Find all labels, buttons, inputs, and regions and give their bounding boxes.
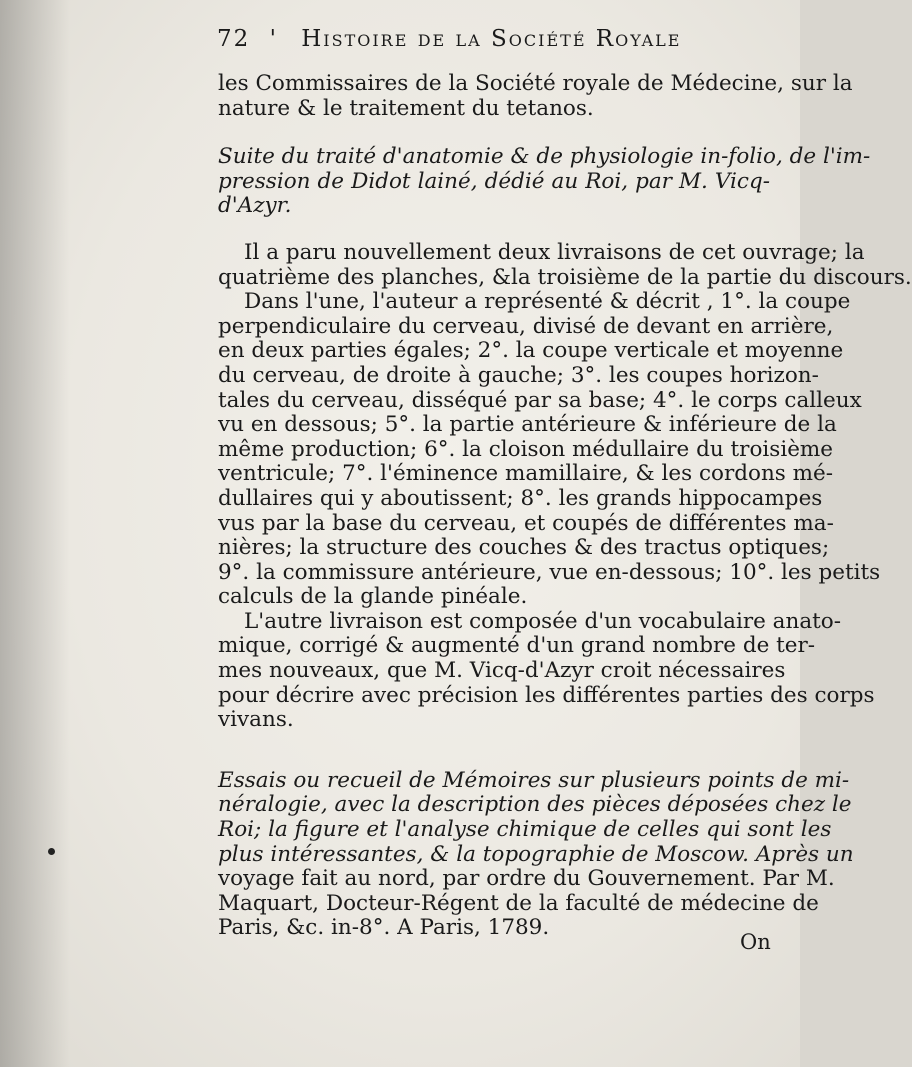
text-line: voyage fait au nord, par ordre du Gouvernement. Par M. <box>218 866 835 892</box>
text-line: Maquart, Docteur-Régent de la faculté de médecine de <box>218 890 819 916</box>
ink-spot <box>48 848 55 855</box>
text-line: Il a paru nouvellement deux livraisons de cet ouvrage; la <box>244 239 865 265</box>
text-line: Essais ou recueil de Mémoires sur plusieurs points de mi- <box>218 767 850 793</box>
text-line: pour décrire avec précision les différentes parties des corps <box>218 682 875 708</box>
text-line: mes nouveaux, que M. Vicq-d'Azyr croit nécessaires <box>218 658 786 684</box>
text-line: Suite du traité d'anatomie & de physiologie in-folio, de l'im- <box>218 144 871 170</box>
entry-anatomie-title <box>218 144 871 219</box>
text-line: Dans l'une, l'auteur a représenté & décrit , 1°. la coupe <box>244 289 851 315</box>
entry-essais <box>218 767 854 941</box>
text-line: dullaires qui y aboutissent; 8°. les grands hippocampes <box>218 485 823 511</box>
text-line: les Commissaires de la Société royale de Médecine, sur la <box>218 71 853 96</box>
text-line: tales du cerveau, disséqué par sa base; 4°. le corps calleux <box>218 387 862 413</box>
text-line: même production; 6°. la cloison médullaire du troisième <box>218 436 834 462</box>
text-line: quatrième des planches, &la troisième de la partie du discours. <box>218 264 912 290</box>
text-line: nières; la structure des couches & des tractus optiques; <box>218 535 830 561</box>
text-line: vus par la base du cerveau, et coupés de différentes ma- <box>218 510 834 536</box>
text-line: d'Azyr. <box>218 193 292 219</box>
text-line: nature & le traitement du tetanos. <box>218 95 594 121</box>
text-line: calculs de la glande pinéale. <box>218 584 528 610</box>
text-line: plus intéressantes, & la topographie de Moscow. Après un <box>218 841 854 867</box>
text-line: pression de Didot lainé, dédié au Roi, par M. Vicq- <box>218 168 770 194</box>
paragraph-commissaires <box>218 71 853 121</box>
binding-shadow <box>0 0 70 1067</box>
text-line: Roi; la figure et l'analyse chimique de celles qui sont les <box>218 817 832 843</box>
text-line: L'autre livraison est composée d'un vocabulaire anato- <box>244 608 841 634</box>
text-line: néralogie, avec la description des pièces déposées chez le <box>218 792 852 818</box>
body-text <box>218 71 912 941</box>
text-line: mique, corrigé & augmenté d'un grand nombre de ter- <box>218 633 816 659</box>
running-header <box>217 26 777 52</box>
text-line: du cerveau, de droite à gauche; 3°. les coupes horizon- <box>218 362 819 388</box>
text-line: perpendiculaire du cerveau, divisé de devant en arrière, <box>218 313 834 339</box>
catchword: On <box>740 930 771 954</box>
text-line: vivans. <box>218 707 294 733</box>
text-line: Paris, &c. in-8°. A Paris, 1789. <box>218 915 550 941</box>
page-number: 72 <box>217 26 251 52</box>
running-title: Histoire de la Société Royale <box>301 26 682 52</box>
text-line: ventricule; 7°. l'éminence mamillaire, & les cordons mé- <box>218 461 834 487</box>
entry-anatomie-body <box>218 239 912 733</box>
text-line: 9°. la commissure antérieure, vue en-dessous; 10°. les petits <box>218 559 881 585</box>
text-line: en deux parties égales; 2°. la coupe verticale et moyenne <box>218 338 844 364</box>
header-mark: ' <box>269 26 278 52</box>
text-line: vu en dessous; 5°. la partie antérieure & inférieure de la <box>218 412 837 438</box>
